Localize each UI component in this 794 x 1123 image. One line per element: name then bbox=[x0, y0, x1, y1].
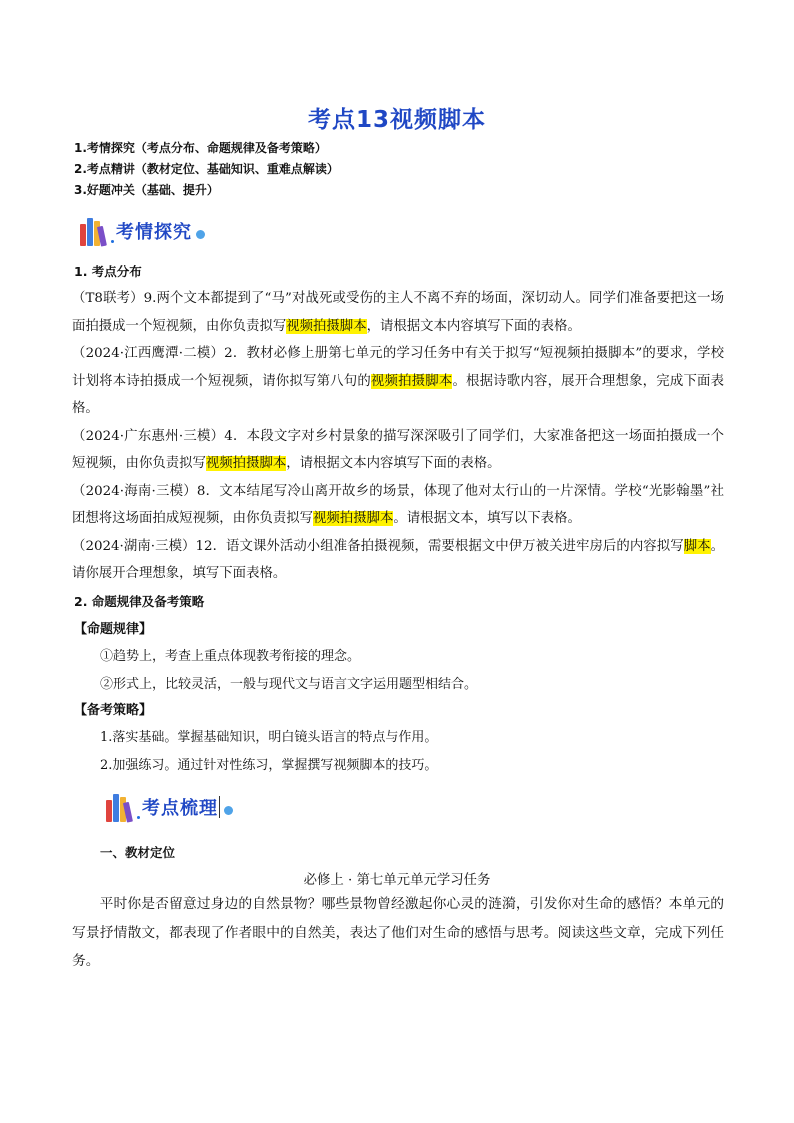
dot-icon bbox=[224, 806, 233, 815]
heading-kaodian-fenbu: 1. 考点分布 bbox=[74, 264, 142, 279]
beikao-item-1: 1.落实基础。掌握基础知识，明白镜头语言的特点与作用。 bbox=[100, 730, 438, 745]
beikao-head: 【备考策略】 bbox=[74, 703, 153, 718]
section-header-kaoqing bbox=[80, 213, 205, 249]
text-cursor bbox=[219, 796, 220, 818]
highlight: 视频拍摄脚本 bbox=[286, 318, 367, 334]
beikao-item-2: 2.加强练习。通过针对性练习，掌握撰写视频脚本的技巧。 bbox=[100, 758, 438, 773]
section-label: 考情探究 bbox=[116, 222, 192, 243]
table-of-contents bbox=[74, 138, 339, 201]
entry-1: （T8联考）9.两个文本都提到了“马”对战死或受伤的主人不离不弃的场面，深切动人。同学们准备要把这一场面拍摄成一个短视频，由你负责拟写视频拍摄脚本，请根据文本内容填写下面的表格。 bbox=[72, 291, 724, 334]
toc-item-3: 3.好题冲关（基础、提升） bbox=[74, 183, 219, 197]
heading-guilv: 2. 命题规律及备考策略 bbox=[74, 594, 205, 609]
toc-item-1: 1.考情探究（考点分布、命题规律及备考策略） bbox=[74, 141, 327, 155]
entry-4: （2024·海南·三模）8．文本结尾写冷山离开故乡的场景，体现了他对太行山的一片深情。学校“光影翰墨”社团想将这场面拍成短视频，由你负责拟写视频拍摄脚本。请根据文本，填写以下表格。 bbox=[72, 483, 724, 526]
dot-icon bbox=[196, 230, 205, 239]
heading-jiaocai: 一、教材定位 bbox=[100, 845, 176, 860]
section-label: 考点梳理 bbox=[142, 798, 218, 819]
entries-list bbox=[72, 285, 724, 588]
section-header-shuli bbox=[106, 789, 233, 825]
mingti-item-2: ②形式上，比较灵活，一般与现代文与语言文字运用题型相结合。 bbox=[100, 677, 478, 692]
entry-3: （2024·广东惠州·三模）4．本段文字对乡村景象的描写深深吸引了同学们，大家准备把这一场面拍摄成一个短视频，由你负责拟写视频拍摄脚本，请根据文本内容填写下面的表格。 bbox=[72, 428, 724, 471]
highlight: 视频拍摄脚本 bbox=[370, 373, 453, 389]
books-icon bbox=[80, 216, 108, 246]
highlight: 脚本 bbox=[683, 538, 711, 554]
mingti-item-1: ①趋势上，考查上重点体现教考衔接的理念。 bbox=[100, 649, 361, 664]
toc-item-2: 2.考点精讲（教材定位、基础知识、重难点解读） bbox=[74, 162, 339, 176]
highlight: 视频拍摄脚本 bbox=[205, 456, 287, 471]
page-title: 考点13视频脚本 bbox=[307, 107, 486, 133]
mingti-head: 【命题规律】 bbox=[74, 622, 153, 637]
books-icon bbox=[106, 792, 134, 822]
entry-5: （2024·湖南·三模）12．语文课外活动小组准备拍摄视频，需要根据文中伊万被关进牢房后的内容拟写脚本。请你展开合理想象，填写下面表格。 bbox=[72, 538, 724, 581]
unit-title: 必修上 · 第七单元单元学习任务 bbox=[303, 873, 491, 888]
highlight: 视频拍摄脚本 bbox=[313, 511, 394, 526]
unit-body: 平时你是否留意过身边的自然景物？哪些景物曾经激起你心灵的涟漪，引发你对生命的感悟？本单元的写景抒情散文，都表现了作者眼中的自然美，表达了他们对生命的感悟与思考。阅读这些文章，完成下列任务。 bbox=[72, 896, 724, 969]
entry-2: （2024·江西鹰潭·二模）2．教材必修上册第七单元的学习任务中有关于拟写“短视频拍摄脚本”的要求，学校计划将本诗拍摄成一个短视频，请你拟写第八句的视频拍摄脚本。根据诗歌内容，展开合理想象，完成下面表格。 bbox=[72, 346, 725, 416]
